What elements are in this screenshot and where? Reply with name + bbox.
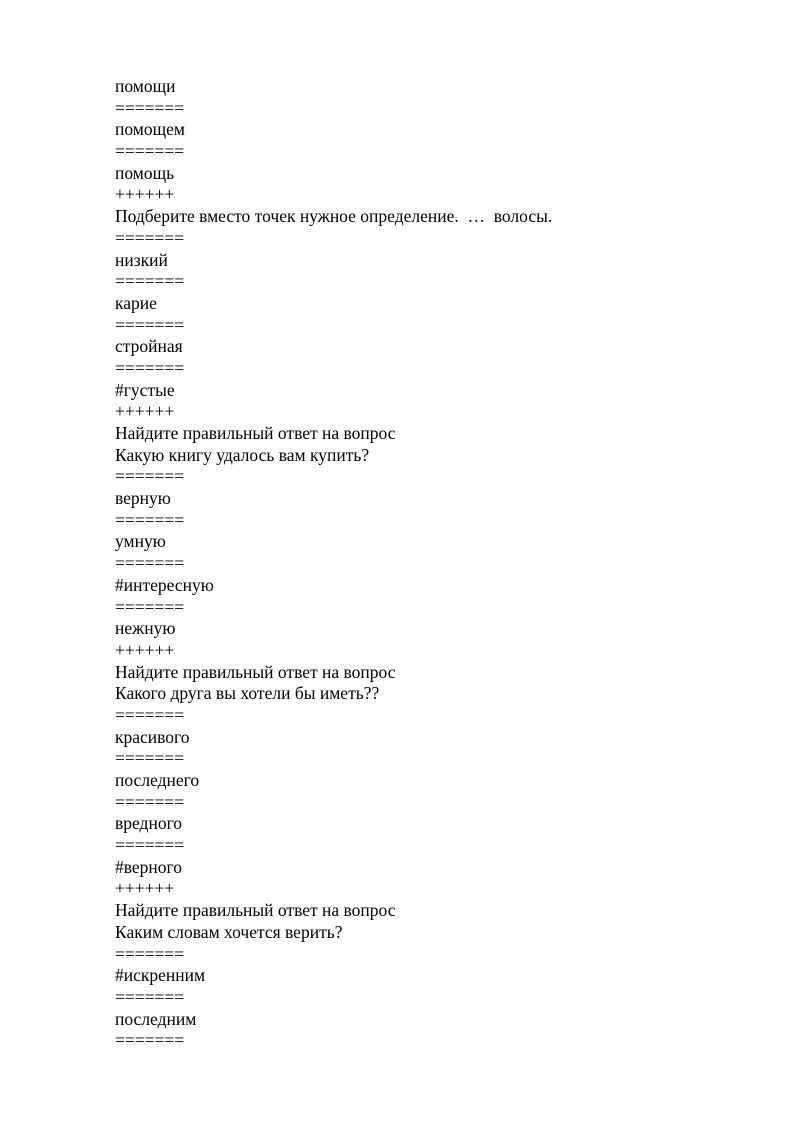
answer-option: карие (115, 292, 157, 313)
separator: ======= (115, 791, 185, 812)
question-separator: ++++++ (115, 184, 175, 205)
answer-option: вредного (115, 813, 183, 834)
question-instruction: Найдите правильный ответ на вопрос (115, 423, 396, 443)
question-text: Какую книгу удалось вам купить? (115, 444, 370, 465)
separator: ======= (115, 271, 185, 292)
question-instruction: Найдите правильный ответ на вопрос (115, 900, 396, 921)
separator: ======= (115, 553, 185, 574)
separator: ======= (115, 141, 185, 162)
separator: ======= (115, 1030, 185, 1051)
question-text: Каким словам хочется верить? (115, 921, 343, 942)
correct-answer-option: #верного (115, 856, 183, 877)
answer-option: красивого (115, 726, 190, 747)
answer-option: верную (115, 488, 171, 509)
answer-option: умную (115, 531, 166, 552)
correct-answer-option: #интересную (115, 574, 214, 595)
separator: ======= (115, 596, 185, 617)
question-instruction: Найдите правильный ответ на вопрос (115, 661, 396, 682)
separator: ======= (115, 314, 185, 335)
separator: ======= (115, 943, 185, 964)
answer-option: последним (115, 1008, 197, 1029)
answer-option: помощем (115, 119, 185, 140)
question-separator: ++++++ (115, 878, 175, 899)
correct-answer-option: #искренним (115, 965, 206, 986)
answer-option: нежную (115, 618, 176, 639)
answer-option: помощи (115, 76, 176, 96)
separator: ======= (115, 97, 185, 118)
answer-option: низкий (115, 249, 168, 270)
question-separator: ++++++ (115, 639, 175, 660)
answer-option: стройная (115, 336, 183, 357)
separator: ======= (115, 835, 185, 856)
answer-option: помощь (115, 162, 175, 183)
question-text: Подберите вместо точек нужное определение. … волосы. (115, 206, 553, 227)
separator: ======= (115, 509, 185, 530)
question-text: Какого друга вы хотели бы иметь?? (115, 683, 380, 704)
separator: ======= (115, 466, 185, 487)
question-separator: ++++++ (115, 401, 175, 422)
document-text (115, 76, 755, 1052)
separator: ======= (115, 704, 185, 725)
correct-answer-option: #густые (115, 379, 175, 400)
answer-option: последнего (115, 770, 200, 790)
separator: ======= (115, 986, 185, 1007)
separator: ======= (115, 748, 185, 769)
separator: ======= (115, 227, 185, 248)
separator: ======= (115, 357, 185, 378)
